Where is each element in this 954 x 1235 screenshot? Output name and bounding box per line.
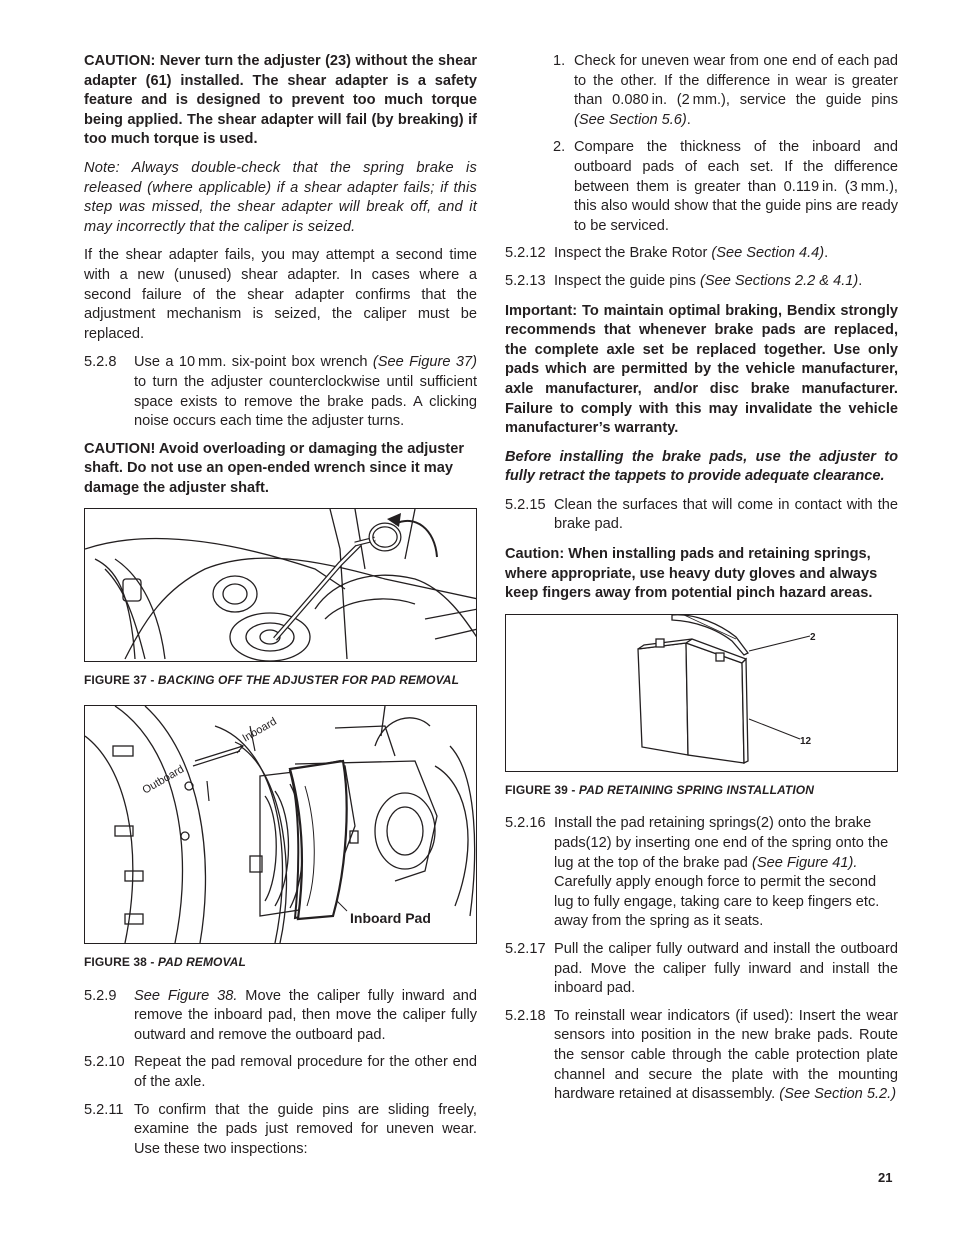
callout-pad-12: 12	[800, 735, 812, 747]
figure-38-caption: FIGURE 38 - PAD REMOVAL	[84, 955, 246, 970]
inboard-label: Inboard	[240, 715, 279, 745]
step-5-2-10	[84, 1053, 477, 1092]
figure-37-image	[84, 508, 477, 662]
inspection-1	[553, 52, 898, 130]
list-text: Check for uneven wear from one end of each pad to the other. If the difference in wear is greater than 0.080 in. (2 mm.), service the guide pins (See Section 5.6).	[574, 53, 898, 128]
section-reference: (See Section 4.4)	[711, 245, 825, 262]
step-5-2-16	[505, 814, 898, 932]
step-5-2-12	[505, 244, 898, 264]
step-number: 5.2.9	[84, 987, 117, 1004]
callout-spring-2: 2	[810, 631, 816, 643]
step-5-2-9	[84, 987, 477, 1046]
before-installing-note: Before installing the brake pads, use the adjuster to fully retract the tappets to provide adequate clearance.	[505, 448, 898, 485]
shear-adapter-paragraph: If the shear adapter fails, you may attempt a second time with a new (unused) shear adapter. In cases where a second failure of the shear adapter confirms that the adjustment mechanism is seized, the caliper must be replaced.	[84, 247, 477, 342]
step-text: To reinstall wear indicators (if used): Insert the wear sensors into position in the new brake pads. Route the sensor cable through the cable protection plate channel and secure the plate with the mounting hardware retained at disassembly. (See Section 5.2.)	[554, 1007, 898, 1103]
caution-adjuster: CAUTION: Never turn the adjuster (23) without the shear adapter (61) installed. The shear adapter is a safety feature and is designed to prevent too much torque being applied. The shear adapter will fail (by breaking) if too much torque is used.	[84, 53, 477, 148]
step-text: Pull the caliper fully outward and install the outboard pad. Move the caliper fully inward and install the inboard pad.	[554, 941, 898, 997]
caution-adjuster-shaft: CAUTION! Avoid overloading or damaging the adjuster shaft. Do not use an open-ended wrench since it may damage the adjuster shaft.	[84, 440, 465, 496]
step-number: 5.2.18	[505, 1007, 546, 1024]
step-number: 5.2.8	[84, 354, 117, 371]
step-5-2-8	[84, 353, 477, 431]
wrench-adjuster-illustration	[85, 509, 477, 661]
step-5-2-11	[84, 1101, 477, 1160]
important-notice: Important: To maintain optimal braking, Bendix strongly recommends that whenever brake pads are replaced, the complete axle set be replaced together. Use only pads which are permitted by the vehicle manufacturer, axle manufacturer, and/or disc brake manufacturer. Failure to comply with this may invalidate the vehicle manufacturer’s warranty.	[505, 302, 898, 437]
inboard-pad-label: Inboard Pad	[350, 910, 431, 927]
step-number: 5.2.16	[505, 815, 546, 832]
step-text: Install the pad retaining springs(2) onto the brake pads(12) by inserting one end of the spring onto the lug at the top of the brake pad (See Figure 41). Carefully apply enough force to permit the second lug to fully engage, taking care to keep fingers etc. away from the spring as it seats.	[554, 815, 889, 930]
step-number: 5.2.10	[84, 1054, 125, 1071]
step-text: To confirm that the guide pins are sliding freely, examine the pads just removed for uneven wear. Use these two inspections:	[134, 1101, 477, 1157]
step-text: Clean the surfaces that will come in contact with the brake pad.	[554, 496, 898, 533]
step-text: Use a 10 mm. six-point box wrench (See Figure 37) to turn the adjuster counterclockwise until sufficient space exists to remove the brake pads. A clicking noise occurs each time the adjuster turns.	[134, 354, 477, 430]
section-reference: (See Section 5.6)	[574, 111, 687, 128]
figure-38-image	[84, 705, 477, 944]
figure-37-caption: FIGURE 37 - BACKING OFF THE ADJUSTER FOR PAD REMOVAL	[84, 673, 460, 688]
list-number: 1.	[553, 53, 566, 69]
step-text: Repeat the pad removal procedure for the other end of the axle.	[134, 1054, 477, 1091]
figure-39-image	[505, 614, 898, 772]
figure-reference: (See Figure 41).	[751, 854, 858, 871]
step-number: 5.2.17	[505, 941, 546, 957]
caution-gloves: Caution: When installing pads and retaining springs, where appropriate, use heavy duty gloves and always keep fingers away from potential pinch hazard areas.	[505, 546, 878, 602]
step-number: 5.2.13	[505, 272, 546, 289]
pad-removal-illustration	[85, 706, 477, 943]
step-5-2-17	[505, 940, 898, 999]
figure-reference: (See Figure 37)	[372, 354, 477, 371]
step-number: 5.2.12	[505, 245, 546, 262]
page-number: 21	[878, 1170, 893, 1185]
step-5-2-15	[505, 496, 898, 535]
left-column	[84, 52, 477, 1167]
step-text: See Figure 38. Move the caliper fully inward and remove the inboard pad, then move the caliper fully outward and remove the outboard pad.	[134, 987, 477, 1043]
step-number: 5.2.11	[84, 1101, 124, 1118]
outboard-label: Outboard	[140, 763, 187, 797]
step-text: Inspect the guide pins (See Sections 2.2 & 4.1).	[554, 272, 863, 289]
list-number: 2.	[553, 139, 566, 156]
list-text: Compare the thickness of the inboard and outboard pads of each set. If the difference between them is greater than 0.119 in. (3 mm.), this also would show that the guide pins are ready to be serviced.	[574, 139, 898, 234]
figure-reference: See Figure 38.	[134, 987, 238, 1004]
section-reference: (See Section 5.2.)	[779, 1086, 897, 1103]
inspection-2	[553, 138, 898, 236]
step-text: Inspect the Brake Rotor (See Section 4.4).	[554, 245, 829, 262]
figure-39-caption: FIGURE 39 - PAD RETAINING SPRING INSTALLATION	[505, 782, 814, 797]
note-spring-brake: Note: Always double-check that the spring brake is released (where applicable) if a shear adapter fails; if this step was missed, the shear adapter will break off, and it may incorrectly that the caliper is seized.	[84, 159, 477, 235]
step-5-2-13	[505, 272, 898, 292]
section-reference: (See Sections 2.2 & 4.1)	[700, 272, 859, 289]
retaining-spring-illustration	[506, 615, 898, 771]
right-column	[505, 52, 898, 1113]
step-number: 5.2.15	[505, 496, 546, 513]
step-5-2-18	[505, 1007, 898, 1105]
